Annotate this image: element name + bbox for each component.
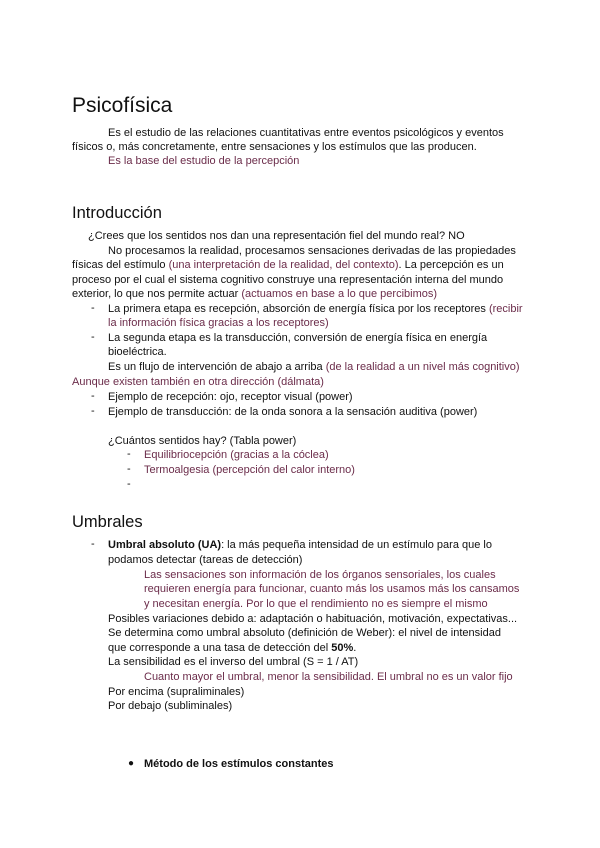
flow-note: (de la realidad a un nivel más cognitivo) — [325, 361, 520, 373]
para-line-2 — [72, 258, 504, 273]
sub-bullet-equilibrio: Equilibriocepción (gracias a la cóclea) — [144, 449, 329, 461]
flow-line — [108, 360, 520, 375]
method-heading: Método de los estímulos constantes — [144, 758, 334, 770]
section-heading-umbrales: Umbrales — [72, 513, 143, 531]
dash-bullet: - — [91, 302, 95, 314]
bullet-note: (recibir — [488, 303, 523, 315]
bullet-transduction-line-2: bioeléctrica. — [108, 346, 167, 358]
weber-line-1: Se determina como umbral absoluto (definición de Weber): el nivel de intensidad — [108, 627, 501, 639]
bullet-text: La primera etapa es recepción, absorción de energía física por los receptores — [108, 303, 489, 315]
note-line-2: requieren energía para funcionar, cuanto más los usamos más los cansamos — [144, 583, 520, 595]
section-heading-introduccion: Introducción — [72, 204, 162, 222]
note-line-4: Cuanto mayor el umbral, menor la sensibilidad. El umbral no es un valor fijo — [144, 671, 513, 683]
para-text: exterior, lo que nos permite actuar — [72, 288, 242, 300]
dash-bullet: - — [127, 478, 131, 490]
bullet-reception-line-2: la información física gracias a los receptores) — [108, 317, 329, 329]
page-title: Psicofísica — [72, 94, 173, 117]
supraliminal-line: Por encima (supraliminales) — [108, 686, 245, 698]
intro-note: Es la base del estudio de la percepción — [108, 155, 300, 167]
para-text: . La percepción es un — [398, 259, 504, 271]
intro-line-1: Es el estudio de las relaciones cuantitativas entre eventos psicológicos y eventos — [108, 127, 504, 139]
subliminal-line: Por debajo (subliminales) — [108, 700, 233, 712]
flow-text: Es un flujo de intervención de abajo a arriba — [108, 361, 326, 373]
bullet-dot-icon: ● — [128, 758, 135, 769]
para-line-4 — [72, 287, 437, 302]
para-note: (una interpretación de la realidad, del contexto) — [168, 259, 399, 271]
bullet-reception-line-1 — [108, 302, 523, 317]
variations-line: Posibles variaciones debido a: adaptación o habituación, motivación, expectativas... — [108, 613, 518, 625]
ua-text: : la más pequeña intensidad de un estímulo para que lo — [221, 539, 492, 551]
para-line-1: No procesamos la realidad, procesamos sensaciones derivadas de las propiedades — [108, 245, 516, 257]
question-line: ¿Crees que los sentidos nos dan una representación fiel del mundo real? NO — [88, 230, 465, 242]
weber-line-2 — [108, 641, 356, 656]
para-line-3: proceso por el cual el sistema cognitivo construye una representación interna del mundo — [72, 274, 504, 286]
bullet-transduction-line-1: La segunda etapa es la transducción, conversión de energía física en energía — [108, 332, 488, 344]
dash-bullet: - — [91, 331, 95, 343]
sub-bullet-termoalgesia: Termoalgesia (percepción del calor interno) — [144, 464, 355, 476]
bullet-example-reception: Ejemplo de recepción: ojo, receptor visual (power) — [108, 391, 353, 403]
dash-bullet: - — [91, 390, 95, 402]
bullet-example-transduction: Ejemplo de transducción: de la onda sonora a la sensación auditiva (power) — [108, 406, 478, 418]
para-note: (actuamos en base a lo que percibimos) — [241, 288, 438, 300]
weber-text: que corresponde a una tasa de detección del — [108, 642, 332, 654]
dash-bullet: - — [127, 463, 131, 475]
flow-note-line: Aunque existen también en otra dirección (dálmata) — [72, 376, 324, 388]
ua-definition-line-2: podamos detectar (tareas de detección) — [108, 554, 303, 566]
dash-bullet: - — [91, 538, 95, 550]
sensitivity-line: La sensibilidad es el inverso del umbral (S = 1 / AT) — [108, 656, 359, 668]
intro-line-2: físicos o, más concretamente, entre sensaciones y los estímulos que las producen. — [72, 141, 477, 153]
note-line-1: Las sensaciones son información de los órganos sensoriales, los cuales — [144, 569, 496, 581]
ua-definition-line-1 — [108, 538, 492, 553]
note-line-3: y necesitan energía. Por lo que el rendimiento no es siempre el mismo — [144, 598, 488, 610]
dash-bullet: - — [91, 405, 95, 417]
weber-percent: 50% — [331, 642, 354, 654]
dash-bullet: - — [127, 448, 131, 460]
ua-term: Umbral absoluto (UA) — [108, 539, 222, 551]
weber-text: . — [353, 642, 357, 654]
para-text: físicas del estímulo — [72, 259, 169, 271]
senses-question: ¿Cuántos sentidos hay? (Tabla power) — [108, 435, 297, 447]
